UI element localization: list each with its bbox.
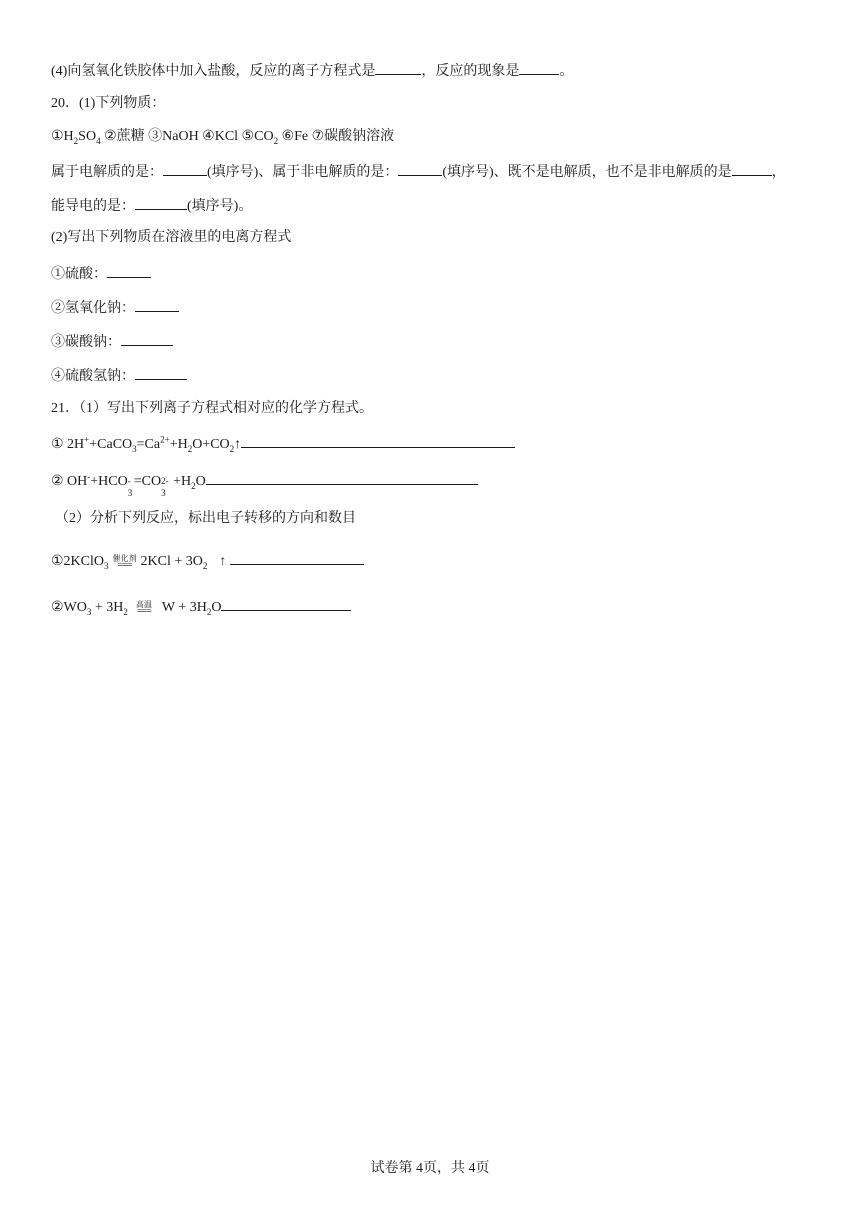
blank-chemical-equation-1[interactable] [241,434,515,448]
subscript: 2 [123,606,128,617]
blank-ionization-1[interactable] [107,264,151,278]
conductive-label: 能导电的是： [51,199,135,214]
blank-chemical-equation-2[interactable] [206,471,478,485]
q19-part4-line [51,61,573,81]
eq-text: =CO [133,474,162,489]
ionization-sulfuric-acid [51,264,151,284]
reaction-condition [112,554,137,572]
q20-part2-title: (2)写出下列物质在溶液里的电离方程式 [51,230,292,245]
q19-blank-ionic-equation[interactable] [375,61,421,75]
q19-part4-text-a: (4)向氢氧化铁胶体中加入盐酸，反应的离子方程式是 [51,64,376,79]
eq-text: O [195,474,206,489]
ionization-sodium-hydroxide [51,298,179,318]
subscript: 3 [104,560,109,571]
q21-equation-1 [51,434,515,454]
eq-text: ①2KClO [51,554,104,569]
q21-title: 21．（1）写出下列离子方程式相对应的化学方程式。 [51,401,373,416]
blank-electron-transfer-1[interactable] [230,551,364,565]
ionization-label: ④硫酸氢钠： [51,369,135,384]
substance-1-text: ①H [51,129,74,144]
subscript: 4 [96,135,101,146]
q21-reaction-1 [51,551,364,571]
blank-electron-transfer-2[interactable] [221,597,351,611]
subscript: 3 [132,443,137,454]
catalyst-condition: 催化剂 [112,554,137,564]
eq-text: ↑ [234,437,242,452]
ionization-label: ③碳酸钠： [51,335,121,350]
page-footer: 试卷第 4页，共 4页 [370,1161,490,1176]
q21-equation-2: ② OH-+HCO - 3 =CO 2- 3 $+H_2O$ [51,471,478,491]
non-electrolyte-label: (填序号)、属于非电解质的是： [207,165,399,180]
eq-text: +H [169,437,188,452]
eq-text: + 3H [91,600,124,615]
ionization-sodium-bisulfate [51,366,187,386]
subscript: 2 [273,135,279,146]
subscript: 2 [202,560,208,571]
conductive-suffix: (填序号)。 [187,199,253,214]
q21-part2-title: （2）分析下列反应，标出电子转移的方向和数目 [55,511,356,526]
eq-text: O+CO [192,437,230,452]
blank-ionization-2[interactable] [135,298,179,312]
eq-text: =Ca [136,437,161,452]
substance-list-text: ⑥Fe ⑦碳酸钠溶液 [278,129,395,144]
eq-text: +CaCO [89,437,133,452]
q19-part4-text-c: 。 [559,64,574,79]
eq-text: O [211,600,222,615]
equals-sign: === [136,606,151,618]
substance-list-text: ②蔗糖 ③NaOH ④KCl ⑤CO [100,129,274,144]
superscript: + [84,434,90,445]
blank-conductive[interactable] [135,196,187,210]
ionization-sodium-carbonate [51,332,173,352]
q20-substance-list [51,128,394,146]
q20-conductive-line [51,196,252,216]
equals-sign: === [117,560,132,572]
q21-reaction-2 [51,597,351,617]
up-arrow-icon: ↑ [219,554,227,569]
blank-ionization-3[interactable] [121,332,173,346]
subscript: 2 [187,443,193,454]
q19-blank-phenomenon[interactable] [519,61,559,75]
q20-title: 20．(1)下列物质： [51,96,166,111]
blank-electrolyte[interactable] [163,162,207,176]
substance-1-text: SO [78,129,97,144]
eq-text: ② OH [51,474,88,489]
ionization-label: ①硫酸： [51,267,107,282]
subscript: 2 [73,135,79,146]
blank-neither[interactable] [732,162,772,176]
electrolyte-label: 属于电解质的是： [51,165,163,180]
eq-text: 2KCl + 3O [140,554,203,569]
superscript: - [87,471,91,482]
subscript: 2 [206,606,212,617]
eq-text: +H [173,474,192,489]
blank-non-electrolyte[interactable] [398,162,442,176]
eq-text: W + 3H [161,600,207,615]
punctuation: ， [771,165,786,180]
q20-classification-line [51,162,786,182]
subscript: 2 [229,443,235,454]
ionization-label: ②氢氧化钠： [51,301,135,316]
q19-part4-text-b: ，反应的现象是 [421,64,520,79]
subscript: 3 [86,606,92,617]
subscript: 2 [191,480,196,491]
reaction-condition [135,600,152,618]
superscript: 2+ [160,434,170,445]
high-temperature-condition: 高温 [135,600,152,610]
blank-ionization-4[interactable] [135,366,187,380]
eq-text: ① 2H [51,437,85,452]
eq-text: +HCO [90,474,128,489]
neither-label: (填序号)、既不是电解质，也不是非电解质的是 [442,165,732,180]
eq-text: ②WO [51,600,87,615]
